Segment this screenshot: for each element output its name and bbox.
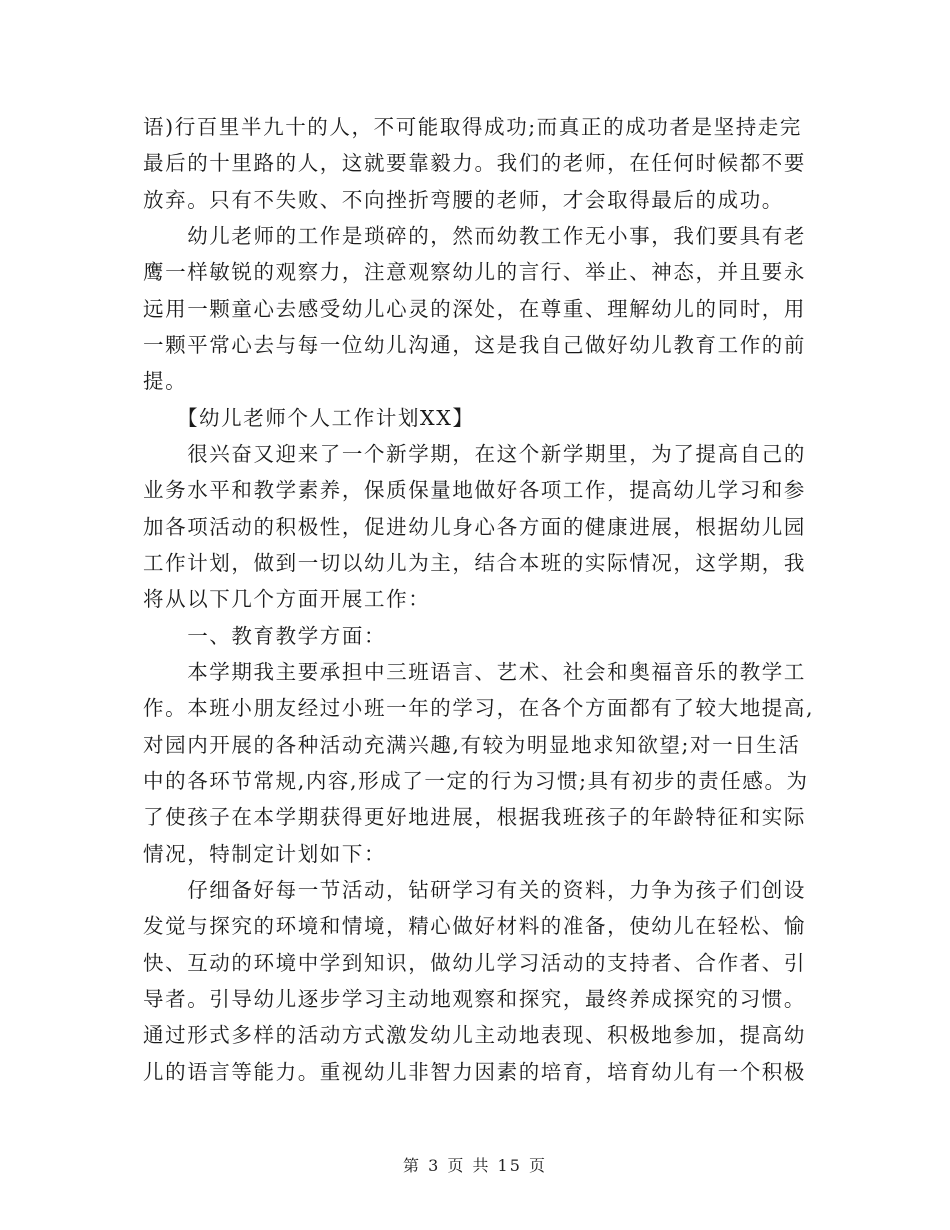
text-line: 了使孩子在本学期获得更好地进展，根据我班孩子的年龄特征和实际 — [143, 805, 806, 830]
text-line: 【幼儿老师个人工作计划XX】 — [143, 405, 475, 430]
text-line: 业务水平和教学素养，保质保量地做好各项工作，提高幼儿学习和参 — [143, 478, 806, 503]
text-line: 提。 — [143, 369, 188, 394]
page-footer: 第 3 页 共 15 页 — [403, 1156, 547, 1175]
text-line: 本学期我主要承担中三班语言、艺术、社会和奥福音乐的教学工 — [143, 659, 806, 684]
text-line: 作。本班小朋友经过小班一年的学习，在各个方面都有了较大地提高, — [143, 696, 815, 721]
text-line: 很兴奋又迎来了一个新学期，在这个新学期里，为了提高自己的 — [143, 441, 806, 466]
text-line: 中的各环节常规,内容,形成了一定的行为习惯;具有初步的责任感。为 — [143, 768, 809, 793]
text-line: 情况，特制定计划如下： — [143, 841, 387, 866]
text-line: 儿的语言等能力。重视幼儿非智力因素的培育，培育幼儿有一个积极 — [143, 1059, 806, 1084]
text-line: 幼儿老师的工作是琐碎的，然而幼教工作无小事，我们要具有老 — [143, 223, 806, 248]
text-line: 通过形式多样的活动方式激发幼儿主动地表现、积极地参加，提高幼 — [143, 1023, 806, 1048]
text-line: 一颗平常心去与每一位幼儿沟通，这是我自己做好幼儿教育工作的前 — [143, 332, 806, 357]
text-line: 将从以下几个方面开展工作： — [143, 587, 431, 612]
text-line: 鹰一样敏锐的观察力，注意观察幼儿的言行、举止、神态，并且要永 — [143, 260, 806, 285]
text-line: 仔细备好每一节活动，钻研学习有关的资料，力争为孩子们创设 — [143, 877, 806, 902]
text-line: 语)行百里半九十的人，不可能取得成功;而真正的成功者是坚持走完 — [143, 115, 803, 139]
text-line: 导者。引导幼儿逐步学习主动地观察和探究，最终养成探究的习惯。 — [143, 986, 806, 1011]
text-line: 一、教育教学方面： — [143, 623, 387, 648]
text-line: 工作计划，做到一切以幼儿为主，结合本班的实际情况，这学期，我 — [143, 550, 806, 575]
text-line: 加各项活动的积极性，促进幼儿身心各方面的健康进展，根据幼儿园 — [143, 514, 806, 539]
text-line: 远用一颗童心去感受幼儿心灵的深处，在尊重、理解幼儿的同时，用 — [143, 296, 806, 321]
text-line: 快、互动的环境中学到知识，做幼儿学习活动的支持者、合作者、引 — [143, 950, 806, 975]
text-line: 放弃。只有不失败、不向挫折弯腰的老师，才会取得最后的成功。 — [143, 187, 784, 212]
text-line: 对园内开展的各种活动充满兴趣,有较为明显地求知欲望;对一日生活 — [143, 732, 801, 757]
text-line: 最后的十里路的人，这就要靠毅力。我们的老师，在任何时候都不要 — [143, 151, 806, 176]
text-line: 发觉与探究的环境和情境，精心做好材料的准备，使幼儿在轻松、愉 — [143, 914, 806, 939]
